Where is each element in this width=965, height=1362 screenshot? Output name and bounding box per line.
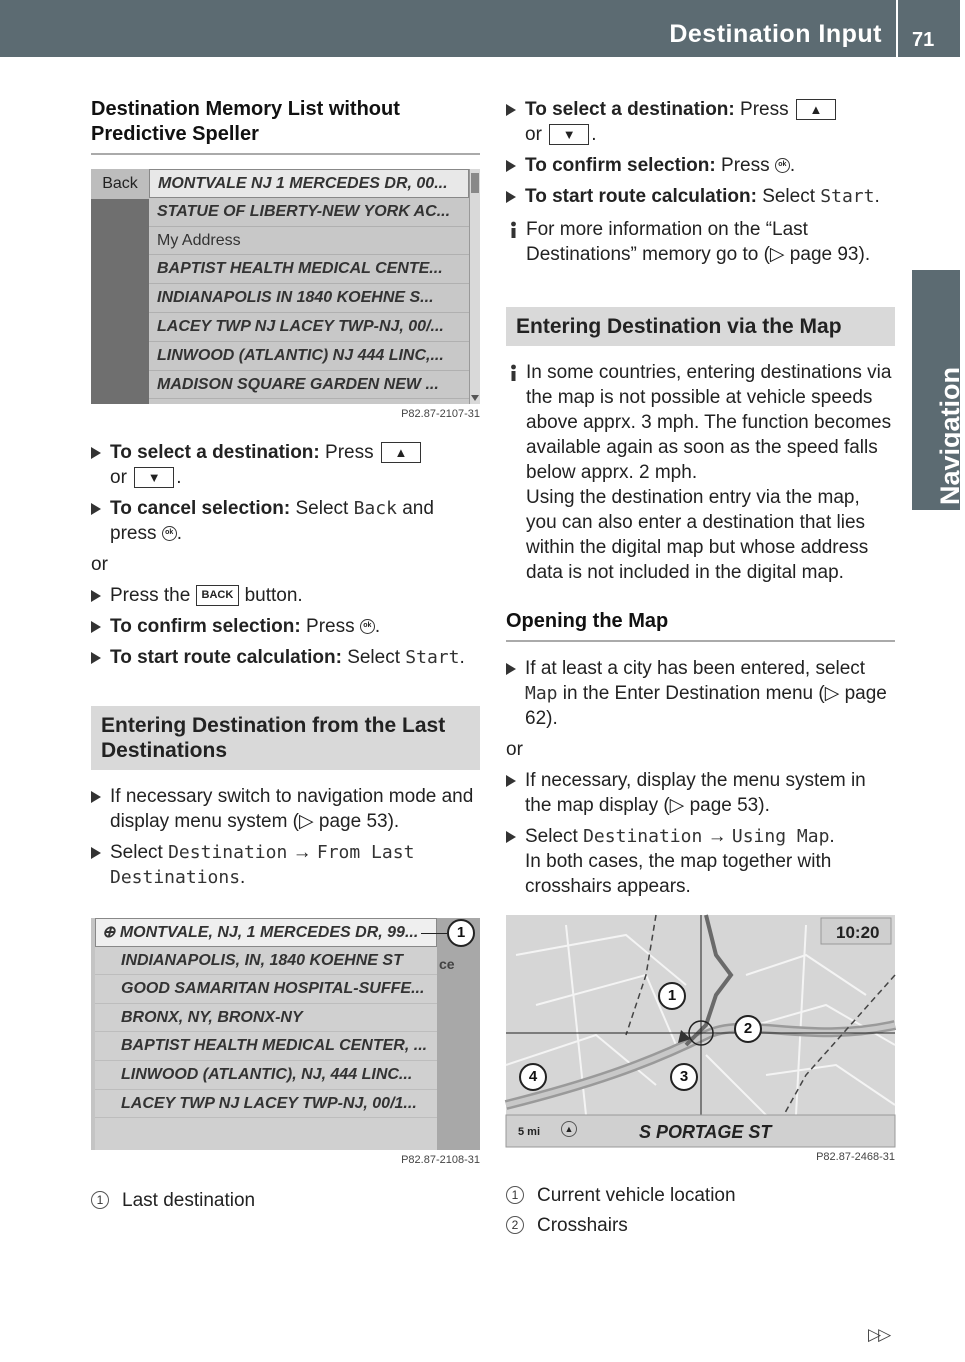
- step-cancel: To cancel selection: Select Back and press ok .: [91, 496, 480, 546]
- side-blank: [912, 57, 960, 270]
- down-key-icon: ▼: [134, 467, 174, 488]
- arrow-icon: [506, 104, 516, 116]
- step-confirm: To confirm selection: Press ok .: [506, 153, 895, 178]
- callout-3: 3: [670, 1063, 698, 1091]
- step-select: To select a destination: Press ▲ or ▼ .: [91, 440, 480, 490]
- chapter-title: Destination Input: [669, 20, 882, 48]
- continue-mark: ▷▷: [868, 1325, 889, 1344]
- legend-item: 1 Last destination: [91, 1188, 480, 1213]
- callout-2: 2: [734, 1015, 762, 1043]
- list-item: LINWOOD (ATLANTIC) NJ 444 LINC,...: [149, 342, 469, 371]
- side-panel: ce: [437, 918, 480, 1150]
- arrow-icon: [91, 847, 101, 859]
- list-item: BAPTIST HEALTH MEDICAL CENTE...: [149, 255, 469, 284]
- callout-1: 1: [658, 982, 686, 1010]
- map-clock: 10:20: [836, 923, 880, 942]
- arrow-icon: [506, 663, 516, 675]
- ok-button-icon: ok: [775, 158, 790, 173]
- list-item: LACEY TWP NJ LACEY TWP-NJ, 00/1...: [95, 1090, 437, 1119]
- legend-number: 1: [506, 1186, 524, 1204]
- up-key-icon: ▲: [381, 442, 421, 463]
- step-select-map: If at least a city has been entered, select Map in the Enter Destination menu (▷ page 62).: [506, 656, 895, 731]
- arrow-icon: [91, 447, 101, 459]
- scrollbar-graphic: [469, 169, 480, 404]
- list-item: LINWOOD (ATLANTIC), NJ, 444 LINC...: [95, 1061, 437, 1090]
- arrow-icon: [91, 503, 101, 515]
- list-item: GOOD SAMARITAN HOSPITAL-SUFFE...: [95, 975, 437, 1004]
- info-icon: [506, 221, 521, 239]
- map-screen: [506, 915, 895, 1147]
- ok-button-icon: ok: [162, 526, 177, 541]
- section-last-destinations: Entering Destination from the Last Destinations: [91, 706, 480, 770]
- step-back: Press the BACK button.: [91, 583, 480, 608]
- arrow-icon: [506, 831, 516, 843]
- arrow-icon: [91, 791, 101, 803]
- info-last-destinations: For more information on the “Last Destinations” memory go to (▷ page 93).: [506, 217, 895, 267]
- step-using-map: Select Destination → Using Map. In both cases, the map together with crosshairs appears.: [506, 824, 895, 899]
- list-item: LACEY TWP NJ LACEY TWP-NJ, 00/...: [149, 313, 469, 342]
- ok-button-icon: ok: [360, 619, 375, 634]
- arrow-icon: [91, 621, 101, 633]
- legend-number: 2: [506, 1216, 524, 1234]
- list-item: INDIANAPOLIS IN 1840 KOEHNE S...: [149, 284, 469, 313]
- arrow-icon: [506, 160, 516, 172]
- down-key-icon: ▼: [549, 124, 589, 145]
- step-display-menu: If necessary, display the menu system in the map display (▷ page 53).: [506, 768, 895, 818]
- info-icon: [506, 364, 521, 382]
- step-switch-nav: If necessary switch to navigation mode and display menu system (▷ page 53).: [91, 784, 480, 834]
- callout-1: 1: [447, 919, 475, 947]
- or-line: or: [91, 554, 108, 575]
- map-scale: 5 mi: [518, 1126, 541, 1138]
- back-label: Back: [91, 169, 149, 199]
- list-item: INDIANAPOLIS, IN, 1840 KOEHNE ST: [95, 947, 437, 976]
- arrow-icon: [506, 775, 516, 787]
- figure-caption: P82.87-2468-31: [816, 1151, 895, 1163]
- legend-number: 1: [91, 1191, 109, 1209]
- header-divider: [896, 0, 898, 57]
- up-key-icon: ▲: [796, 99, 836, 120]
- memory-list-screen: [91, 169, 480, 404]
- map-street: S PORTAGE ST: [639, 1122, 772, 1142]
- page-header: [0, 0, 960, 57]
- arrow-icon: [506, 191, 516, 203]
- list-item: BAPTIST HEALTH MEDICAL CENTER, ...: [95, 1032, 437, 1061]
- step-select: To select a destination: Press ▲ or ▼ .: [506, 97, 895, 147]
- back-key-icon: BACK: [196, 585, 240, 606]
- step-start: To start route calculation: Select Start.: [91, 645, 480, 670]
- list-item: BRONX, NY, BRONX-NY: [95, 1004, 437, 1033]
- side-tab-label: Navigation: [935, 366, 965, 505]
- arrow-icon: [91, 590, 101, 602]
- step-select-last: Select Destination → From Last Destinations.: [91, 840, 480, 890]
- page-number: 71: [912, 29, 935, 51]
- memory-list: [149, 169, 469, 404]
- step-confirm: To confirm selection: Press ok .: [91, 614, 480, 639]
- map-graphic: [506, 915, 895, 1147]
- right-column: [506, 97, 895, 1243]
- legend-item: 1 Current vehicle location: [506, 1183, 895, 1208]
- legend-item: 2 Crosshairs: [506, 1213, 895, 1238]
- compass-icon: ▲: [561, 1121, 577, 1137]
- heading-opening-map: Opening the Map: [506, 609, 895, 642]
- callout-line: [421, 933, 447, 934]
- list-item: ⊕ MONTVALE, NJ, 1 MERCEDES DR, 99...: [95, 918, 437, 947]
- list-item: My Address: [149, 227, 469, 256]
- step-start: To start route calculation: Select Start.: [506, 184, 895, 209]
- back-button-screen: [91, 169, 149, 404]
- callout-4: 4: [519, 1063, 547, 1091]
- info-map-speed: In some countries, entering destinations via the map is not possible at vehicle speeds above apprx. 3 mph. The function becomes available again as soon as the speed falls below apprx. 2 mph. Using the destination entry via the map, you can also enter a destination that lies within the digital map but whose address data is not included in the digital map.: [506, 360, 895, 585]
- figure-caption: P82.87-2107-31: [401, 408, 480, 420]
- side-tab: [912, 270, 965, 510]
- list-item: STATUE OF LIBERTY-NEW YORK AC...: [149, 198, 469, 227]
- figure-caption: P82.87-2108-31: [401, 1154, 480, 1166]
- last-destinations-screen: [91, 918, 480, 1150]
- last-destinations-list: [95, 918, 437, 1150]
- list-item: MADISON SQUARE GARDEN NEW ...: [149, 371, 469, 400]
- arrow-icon: [91, 652, 101, 664]
- or-line: or: [506, 739, 523, 760]
- left-column: [91, 97, 480, 1218]
- heading-memory-list: Destination Memory List without Predictive Speller: [91, 97, 480, 155]
- section-via-map: Entering Destination via the Map: [506, 307, 895, 346]
- list-item: MONTVALE NJ 1 MERCEDES DR, 00...: [149, 169, 469, 198]
